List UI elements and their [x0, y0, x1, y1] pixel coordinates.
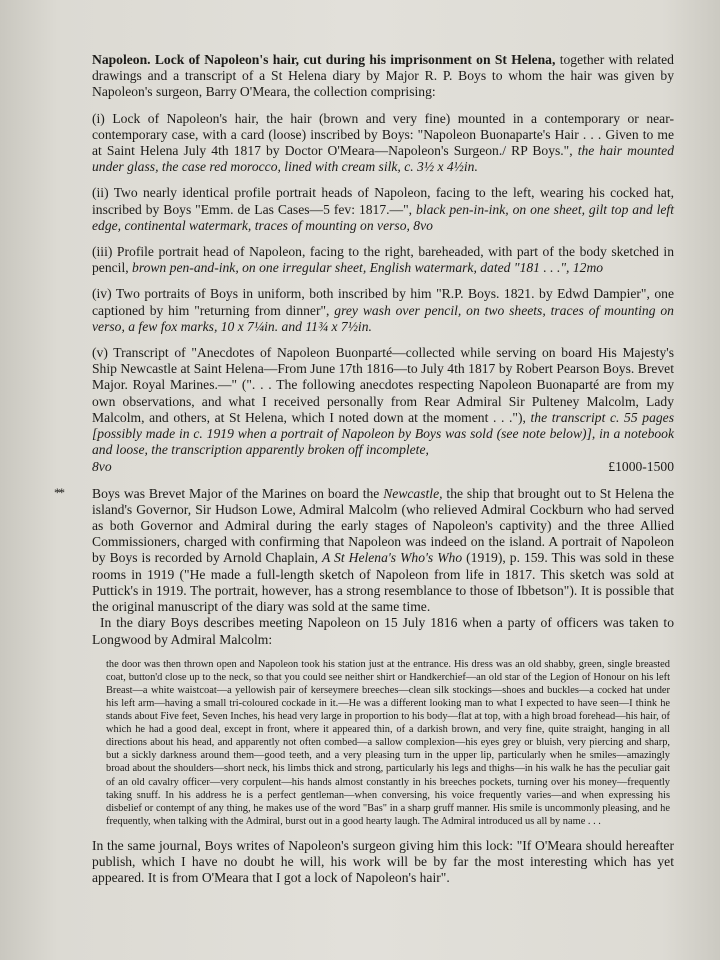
- note-stars-icon: **: [54, 484, 63, 500]
- note-text-b: the ship that brought out to St Helena the island's Governor, Sir Hudson Lowe, Admiral Malcolm (who relieved Admiral Cockburn who had served as both Governor and Admiral during the early stages of Napoleon's captivity) and the three Allied Commissioners, charged with confirming that Napoleon was indeed on the island. A portrait of Napoleon by Boys is recorded by Arnold Chaplain,: [92, 485, 674, 566]
- diary-quote: [106, 658, 670, 828]
- item-3-text: (iii) Profile portrait head of Napoleon, facing to the right, bareheaded, with part of the body sketched in pencil,: [92, 244, 674, 276]
- book-title: A St Helena's Who's Who: [322, 550, 463, 566]
- format-label: 8vo: [92, 459, 112, 475]
- item-2-description: black pen-in-ink, on one sheet, gilt top and left edge, continental watermark, traces of mounting on verso, 8vo: [92, 201, 674, 233]
- lot-heading: [92, 52, 674, 101]
- estimate-price: £1000-1500: [608, 459, 674, 475]
- item-1: [92, 111, 674, 176]
- note-paragraph: [54, 484, 674, 616]
- item-5-text: (v) Transcript of "Anecdotes of Napoleon Buonparté—collected while serving on board His Majesty's Ship Newcastle at Saint Helena—From June 17th 1816—to July 4th 1817 by Robert Pearson Boys. Brevet Major. Royal Marines.—" (". . . The following anecdotes respecting Napoleon Buonaparté are from my own observations, and what I received personally from Rear Admiral Sir Pulteney Malcolm, Lady Malcolm, and others, at St Helena, which I noted down at the moment . . ."),: [92, 345, 674, 425]
- lot-title: Napoleon. Lock of Napoleon's hair, cut during his imprisonment on St Helena,: [92, 52, 556, 67]
- item-5-description: the transcript c. 55 pages [possibly made in c. 1919 when a portrait of Napoleon by Boys was sold (see note below)], in a notebook and loose, the transcription apparently broken off incomplete,: [92, 409, 674, 458]
- item-3-description: brown pen-and-ink, on one irregular sheet, English watermark, dated "181 . . .", 12mo: [128, 260, 604, 276]
- ship-name: Newcastle,: [383, 485, 443, 501]
- item-1-description: the hair mounted under glass, the case red morocco, lined with cream silk, c. 3½ x 4½in.: [92, 143, 674, 175]
- lot-intro: together with related drawings and a transcript of a St Helena diary by Major R. P. Boys to whom the hair was given by Napoleon's surgeon, Barry O'Meara, the collection comprising:: [92, 52, 674, 100]
- diary-intro: In the diary Boys describes meeting Napoleon on 15 July 1816 when a party of officers was taken to Longwood by Admiral Malcolm:: [92, 615, 674, 647]
- item-4-text: (iv) Two portraits of Boys in uniform, both inscribed by him "R.P. Boys. 1821. by Edwd Dampier", one captioned by him "returning from dinner",: [92, 286, 674, 318]
- closing-paragraph: In the same journal, Boys writes of Napoleon's surgeon giving him this lock: "If O'Meara should hereafter publish, which I have no doubt he will, his work will be by far the most interesting which has yet appeared. It is from O'Meara that I got a lock of Napoleon's hair".: [92, 837, 674, 886]
- format-estimate-line: [92, 459, 674, 475]
- item-4-description: grey wash over pencil, on two sheets, traces of mounting on verso, a few fox marks, 10 x 7¼in. and 11¾ x 7½in.: [92, 302, 674, 334]
- diary-quote-text: the door was then thrown open and Napoleon took his station just at the entrance. His dress was an old shabby, green, single breasted coat, button'd close up to the neck, so that you could see neither shirt or Handkerchief—an old star of the Legion of Honour on his left Breast—a white waistcoat—a yellowish pair of kerseymere breeches—clean silk stockings—shoes and buckles—a cocked hat under his left arm—having a small tri-coloured cockade in it.—He was a different looking man to what I expected to have seen—I think he stands about Five feet, Seven Inches, his head very large in proportion to his body—flat at top, with a high broad forehead—his hair, of which he had a good deal, except in front, where it appeared thin, of a darkish brown, and very fine, quite straight, hanging in all directions about his head, and apparently not often combed—a sallow complexion—his eyes grey or bluish, very piercing and sharp, but a sickly darkness around them—good teeth, and a very pleasing turn in the upper lip, particularly when he smiles—amazingly broad about the shoulders—short neck, his limbs thick and strong, particularly his legs and thighs—in his walk he has the peculiar gait of an old cavalry officer—very corpulent—his hands almost constantly in his breeches pockets, turning over his money—frequently taking snuff. In his address he is a perfect gentleman—when conversing, his voice frequently varies—and when expressing his disbelief or contempt of any thing, he makes use of the word "Bas" in a sharp gruff manner. His smile is uncommonly pleasing, and he frequently, when talking with the Admiral, burst out in a good hearty laugh. The Admiral introduced us all by name . . .: [106, 658, 670, 827]
- lot-description: [54, 52, 674, 897]
- item-5: [92, 345, 674, 458]
- item-4: [92, 286, 674, 335]
- item-2: [92, 185, 674, 234]
- item-2-text: (ii) Two nearly identical profile portrait heads of Napoleon, facing to the left, wearing his cocked hat, inscribed by Boys "Emm. de Las Cases—5 fev: 1817.—",: [92, 185, 674, 217]
- note-text-c: (1919), p. 159. This was sold in these rooms in 1919 ("He made a full-length sketch of Napoleon from life in 1817. This sketch was sold at Puttick's in 1919. The portrait, however, has a strong resemblance to those of Ibbetson"). It is possible that the original manuscript of the diary was sold at the same time.: [92, 550, 674, 615]
- note-text-a: Boys was Brevet Major of the Marines on board the: [92, 485, 384, 501]
- item-3: [92, 244, 674, 276]
- item-1-text: (i) Lock of Napoleon's hair, the hair (brown and very fine) mounted in a contemporary or near-contemporary case, with a card (loose) inscribed by Boys: "Napoleon Buonaparte's Hair . . . Given to me at Saint Helena July 4th 1817 by Doctor O'Meara—Napoleon's Surgeon./ RP Boys.",: [92, 110, 674, 159]
